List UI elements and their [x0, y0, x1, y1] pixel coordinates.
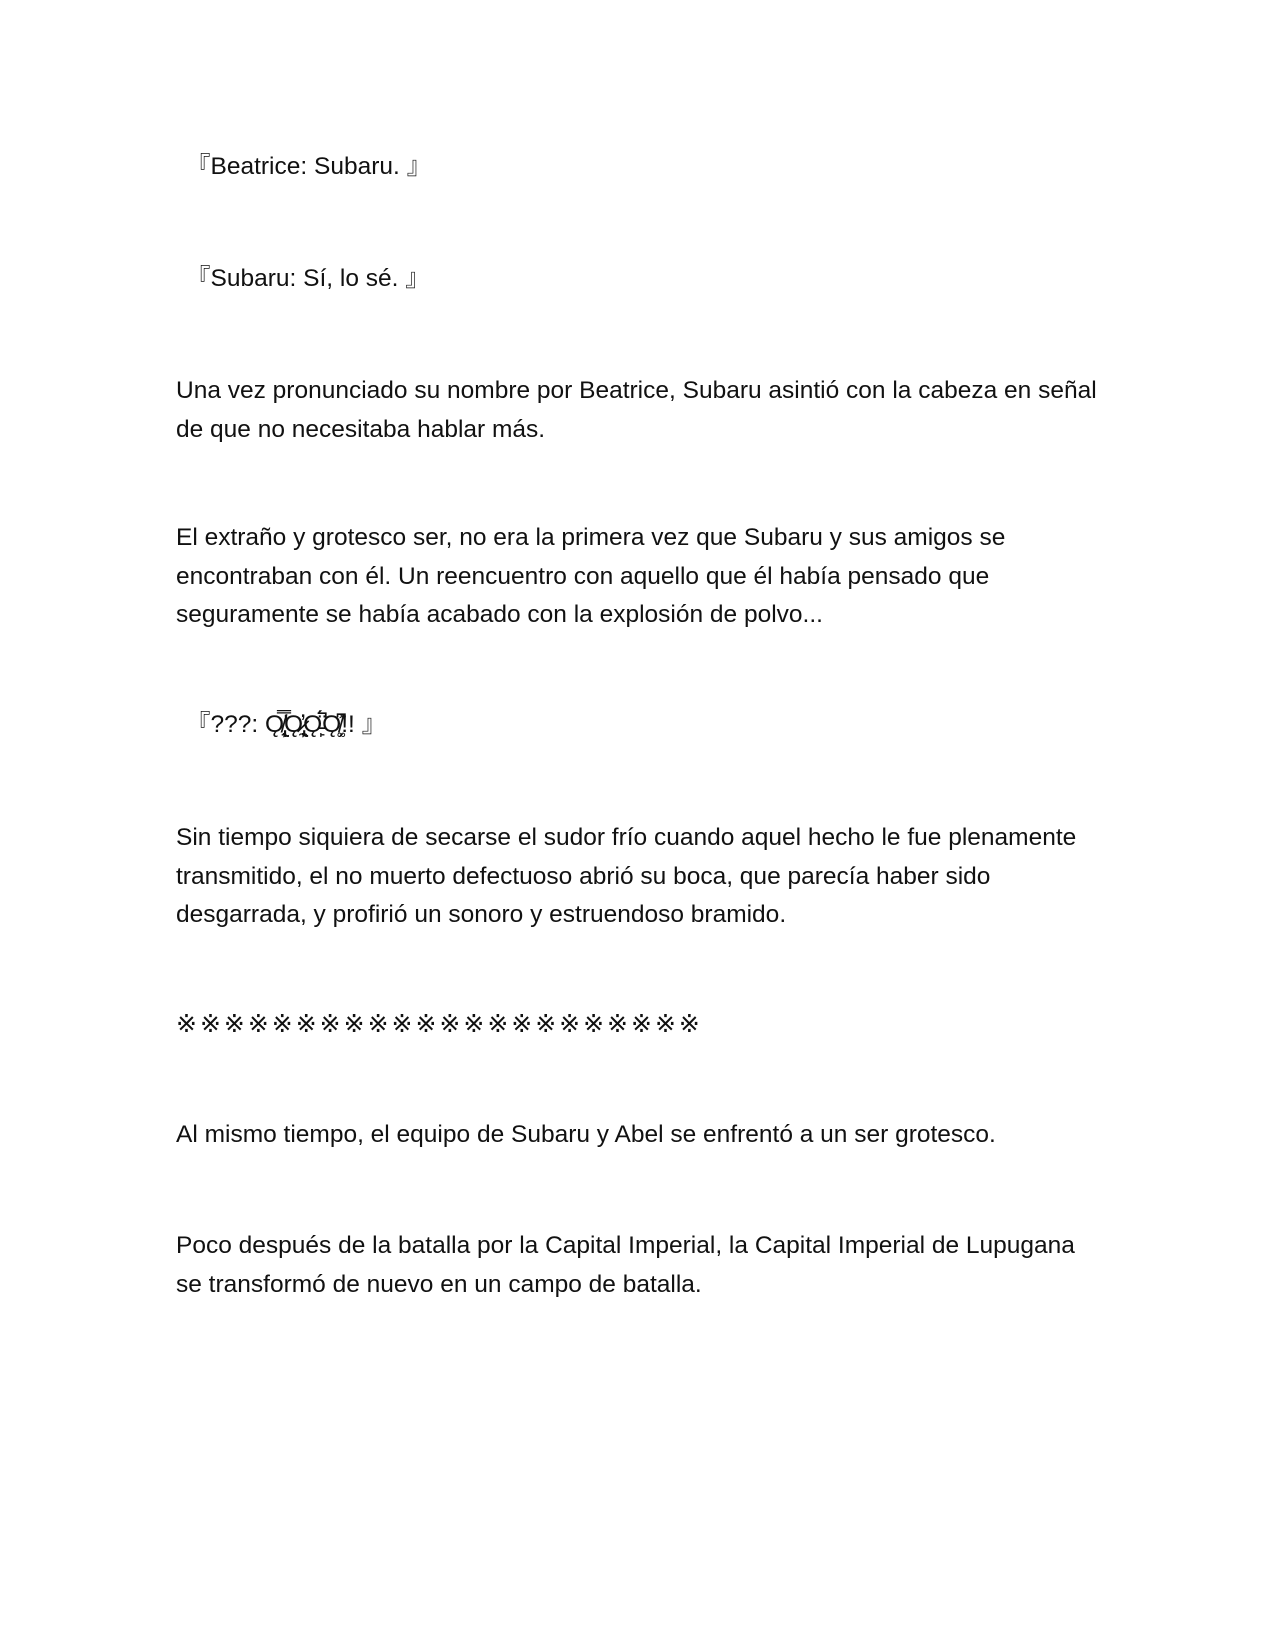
paragraph-team-confronts: Al mismo tiempo, el equipo de Subaru y Abel se enfrentó a un ser grotesco.: [176, 1121, 996, 1148]
paragraph-subaru-nod: Una vez pronunciado su nombre por Beatrice, Subaru asintió con la cabeza en señal de que no necesitaba hablar más.: [176, 377, 1097, 443]
dialogue-line-roar: 『???: Ǫ̸̢̛̘̦̿Ǫ̷̢̦̼̓Ǫ̵̙̈́̚Ǫ̸̗͚͆͐!! 』: [186, 711, 387, 738]
paragraph-roar: Sin tiempo siquiera de secarse el sudor frío cuando aquel hecho le fue plenamente transmitido, el no muerto defectuoso abrió su boca, que parecía haber sido desgarrada, y profirió un sonoro y estruendoso bramido.: [176, 824, 1077, 928]
paragraph-grotesque-being: El extraño y grotesco ser, no era la primera vez que Subaru y sus amigos se encontraban con él. Un reencuentro con aquello que él había pensado que seguramente se había acabado con la explosión de polvo...: [176, 524, 1006, 628]
scene-separator: ※※※※※※※※※※※※※※※※※※※※※※: [176, 1009, 703, 1038]
paragraph-battlefield: Poco después de la batalla por la Capital Imperial, la Capital Imperial de Lupugana se transformó de nuevo en un campo de batalla.: [176, 1232, 1075, 1298]
dialogue-line-subaru: 『Subaru: Sí, lo sé. 』: [186, 265, 430, 292]
dialogue-line-beatrice: 『Beatrice: Subaru. 』: [186, 153, 432, 180]
